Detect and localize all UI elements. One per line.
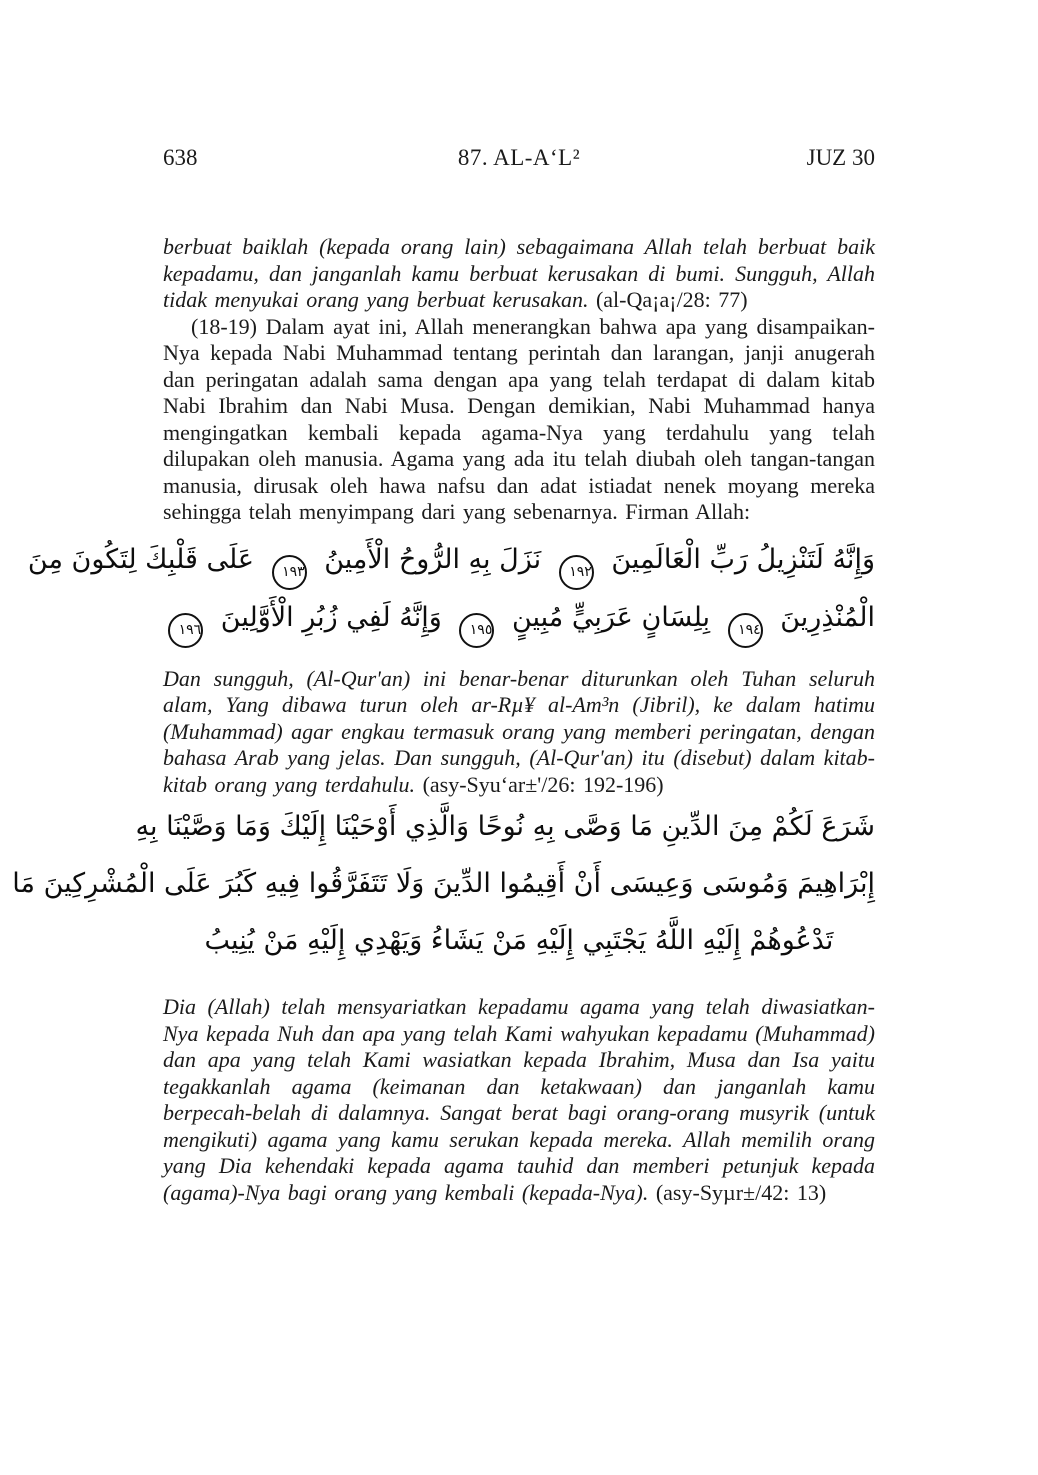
verse-quote-text: berbuat baiklah (kepada orang lain) sebagaimana Allah telah berbuat baik kepadamu, dan janganlah kamu berbuat kerusakan di bumi. Sungguh, Allah tidak menyukai orang yang berbuat kerusakan.	[163, 234, 875, 312]
juz-label: JUZ 30	[806, 145, 875, 170]
page-number: 638	[163, 145, 198, 170]
quran-arabic-block-42-13	[12, 798, 875, 969]
arabic-line	[163, 590, 875, 648]
ayah-number-badge: ١٩٢	[559, 555, 594, 590]
ayah-number-badge: ١٩٥	[459, 613, 494, 648]
translation-2-reference: (asy-Syµr±/42: 13)	[648, 1179, 827, 1205]
arabic-line	[163, 912, 875, 969]
arabic-text-segment: إِبْرَاهِيمَ وَمُوسَى وَعِيسَى أَنْ أَقِيمُوا الدِّينَ وَلَا تَتَفَرَّقُوا فِيهِ كَبُرَ عَلَى الْمُشْرِكِينَ مَا	[12, 868, 875, 899]
paragraph-translation-2	[163, 994, 875, 1206]
arabic-text-segment: وَإِنَّهُ لَتَنْزِيلُ رَبِّ الْعَالَمِينَ	[611, 543, 875, 575]
arabic-text-segment: عَلَى قَلْبِكَ لِتَكُونَ مِنَ	[27, 543, 255, 575]
arabic-text-segment: وَإِنَّهُ لَفِي زُبُرِ الْأَوَّلِينَ	[220, 601, 442, 633]
page-header	[163, 146, 875, 170]
paragraph-tafsir: (18-19) Dalam ayat ini, Allah menerangkan bahwa apa yang disampaikan-Nya kepada Nabi Muhammad tentang perintah dan larangan, janji anugerah dan peringatan adalah sama dengan apa yang telah terdapat di dalam kitab Nabi Ibrahim dan Nabi Musa. Dengan demikian, Nabi Muhammad hanya mengingatkan kembali kepada agama-Nya yang terdahulu yang telah dilupakan oleh manusia. Agama yang ada itu telah diubah oleh tangan-tangan manusia, dirusak oleh hawa nafsu dan adat istiadat nenek moyang mereka sehingga telah menyimpang dari yang sebenarnya. Firman Allah:	[163, 313, 875, 524]
arabic-text-segment: الْمُنْذِرِينَ	[780, 601, 875, 633]
arabic-text-segment: بِلِسَانٍ عَرَبِيٍّ مُبِينٍ	[511, 601, 711, 633]
arabic-line	[135, 798, 875, 855]
paragraph-verse-quote	[163, 234, 875, 314]
arabic-text-segment: تَدْعُوهُمْ إِلَيْهِ اللَّهُ يَجْتَبِي إِلَيْهِ مَنْ يَشَاءُ وَيَهْدِي إِلَيْهِ مَنْ يُنِيبُ	[204, 925, 834, 956]
arabic-text-segment: نَزَلَ بِهِ الرُّوحُ الْأَمِينُ	[324, 543, 542, 575]
translation-2-text: Dia (Allah) telah mensyariatkan kepadamu agama yang telah diwasiatkan-Nya kepada Nuh dan apa yang telah Kami wahyukan kepadamu (Muhammad) dan apa yang telah Kami wasiatkan kepada Ibrahim, Musa dan Isa yaitu tegakkanlah agama (keimanan dan ketakwaan) dan janganlah kamu berpecah-belah di dalamnya. Sangat berat bagi orang-orang musyrik (untuk mengikuti) agama yang kamu serukan kepada mereka. Allah memilih orang yang Dia kehendaki kepada agama tauhid dan memberi petunjuk kepada (agama)-Nya bagi orang yang kembali (kepada-Nya).	[163, 994, 875, 1205]
arabic-text-segment: شَرَعَ لَكُمْ مِنَ الدِّينِ مَا وَصَّى بِهِ نُوحًا وَالَّذِي أَوْحَيْنَا إِلَيْكَ وَمَا وَصَّيْنَا بِهِ	[135, 811, 875, 842]
surah-title: 87. AL-A‘L²	[457, 145, 581, 170]
translation-1-reference: (asy-Syu‘ar±'/26: 192-196)	[415, 771, 664, 797]
page-content	[12, 234, 875, 1206]
verse-quote-reference: (al-Qa¡a¡/28: 77)	[588, 287, 748, 312]
ayah-number-badge: ١٩٤	[728, 613, 763, 648]
ayah-number-badge: ١٩٣	[272, 555, 307, 590]
paragraph-translation-1	[163, 666, 875, 799]
translation-1-text: Dan sungguh, (Al-Qur'an) ini benar-benar diturunkan oleh Tuhan seluruh alam, Yang dibawa turun oleh ar-Rµ¥ al-Am³n (Jibril), ke dalam hatimu (Muhammad) agar engkau termasuk orang yang memberi peringatan, dengan bahasa Arab yang jelas. Dan sungguh, (Al-Qur'an) itu (disebut) dalam kitab-kitab orang yang terdahulu.	[163, 665, 875, 797]
arabic-line	[12, 855, 875, 912]
arabic-line	[27, 532, 875, 590]
ayah-number-badge: ١٩٦	[168, 613, 203, 648]
quran-arabic-block-26-192-196	[27, 532, 875, 648]
